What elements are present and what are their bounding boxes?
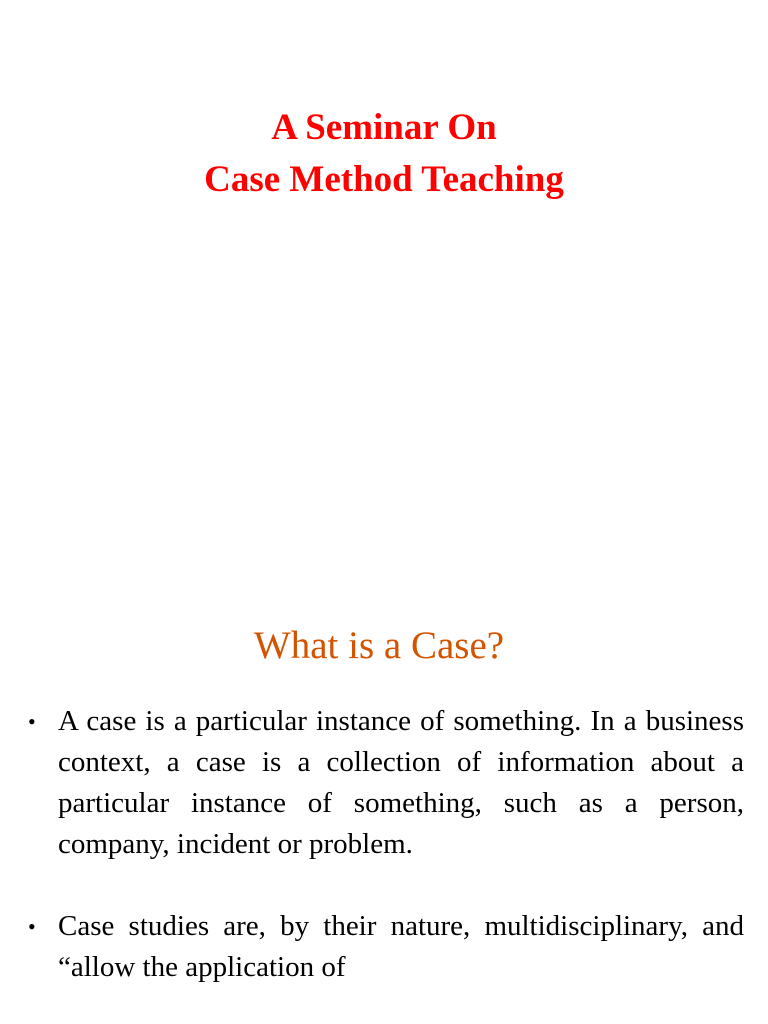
slide-title-line-2: Case Method Teaching bbox=[204, 159, 564, 200]
section-heading: What is a Case? bbox=[253, 624, 505, 667]
slide-title bbox=[0, 102, 768, 206]
slide-title-line-1: A Seminar On bbox=[271, 107, 497, 148]
bullet-text: Case studies are, by their nature, multidisciplinary, and “allow the application of bbox=[58, 910, 744, 983]
bullet-text: A case is a particular instance of something. In a business context, a case is a collection of information about a particular instance of something, such as a person, company, incident or problem. bbox=[58, 705, 744, 860]
bullet-list bbox=[0, 701, 768, 988]
bullet-icon: • bbox=[28, 709, 36, 734]
bullet-item bbox=[0, 906, 744, 988]
bullet-icon: • bbox=[28, 914, 36, 939]
bullet-item bbox=[0, 701, 744, 865]
